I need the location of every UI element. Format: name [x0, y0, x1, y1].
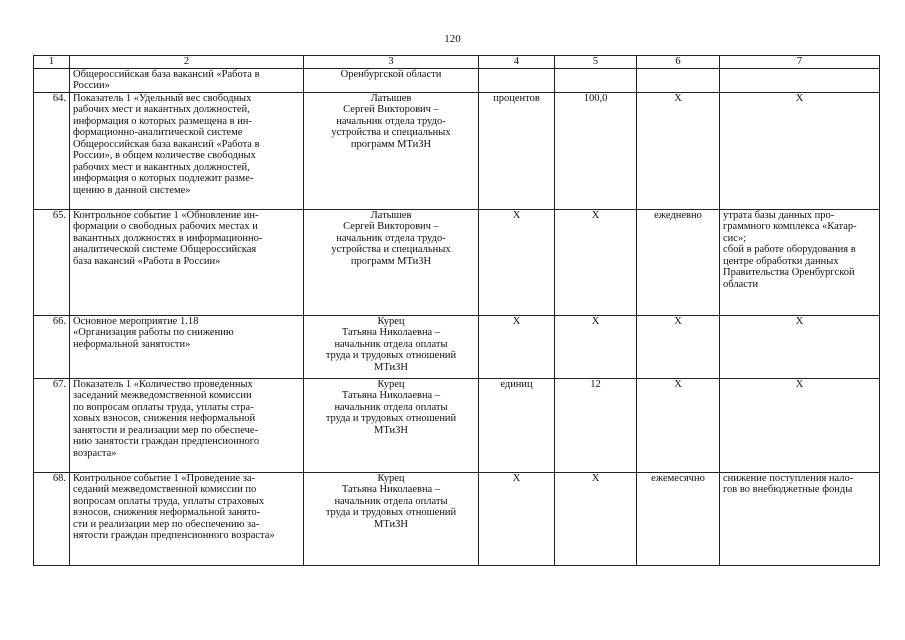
table-row [34, 92, 880, 209]
target-value: Х [555, 315, 637, 378]
event-name: Контрольное событие 1 «Обновление ин- формации о свободных рабочих местах и вакантных должностях в информационно- аналитической системе Общероссийская база вакансий «Работа в России» [70, 209, 304, 315]
period: ежедневно [637, 209, 720, 315]
target-value: Х [555, 209, 637, 315]
event-name: Контрольное событие 1 «Проведение за- седаний межведомственной комиссии по вопросам оплаты труда, уплаты страховых взносов, снижения неформальной занято- сти и реализации мер по обеспечению за- нятости граждан предпенсионного возраста» [70, 472, 304, 565]
period: Х [637, 378, 720, 472]
responsible-person: Курец Татьяна Николаевна – начальник отдела оплаты труда и трудовых отношений МТиЗН [304, 378, 479, 472]
period [637, 68, 720, 92]
risk: Х [720, 378, 880, 472]
responsible-person: Латышев Сергей Викторович – начальник отдела трудо- устройства и специальных программ МТиЗН [304, 92, 479, 209]
table-row [34, 68, 880, 92]
target-value: 12 [555, 378, 637, 472]
risk [720, 68, 880, 92]
unit: Х [479, 315, 555, 378]
event-name: Показатель 1 «Удельный вес свободных рабочих мест и вакантных должностей, информация о которых размещена в ин- формационно-аналитической системе Общероссийская база вакансий «Работа в России», в общем количестве свободных рабочих мест и вакантных должностей, информация о которых подлежит разме- щению в данной системе» [70, 92, 304, 209]
column-number: 6 [637, 56, 720, 69]
event-name: Основное мероприятие 1.18 «Организация работы по снижению неформальной занятости» [70, 315, 304, 378]
row-number: 67. [34, 378, 70, 472]
column-number: 2 [70, 56, 304, 69]
column-number: 5 [555, 56, 637, 69]
risk: снижение поступления нало- гов во внебюджетные фонды [720, 472, 880, 565]
responsible-person: Латышев Сергей Викторович – начальник отдела трудо- устройства и специальных программ МТиЗН [304, 209, 479, 315]
table-row [34, 472, 880, 565]
row-number [34, 68, 70, 92]
column-number-row [34, 56, 880, 69]
period: ежемесячно [637, 472, 720, 565]
plan-table [33, 55, 880, 566]
risk: утрата базы данных про- граммного комплекса «Катар- сис»; сбой в работе оборудования в центре обработки данных Правительства Оренбургской области [720, 209, 880, 315]
target-value [555, 68, 637, 92]
unit: процентов [479, 92, 555, 209]
unit: Х [479, 209, 555, 315]
target-value: Х [555, 472, 637, 565]
risk: Х [720, 315, 880, 378]
event-name: Показатель 1 «Количество проведенных заседаний межведомственной комиссии по вопросам оплаты труда, уплаты стра- ховых взносов, снижения неформальной занятости и реализации мер по обеспече- нию занятости граждан предпенсионного возраста» [70, 378, 304, 472]
column-number: 3 [304, 56, 479, 69]
column-number: 4 [479, 56, 555, 69]
unit [479, 68, 555, 92]
page-number: 120 [444, 33, 461, 45]
responsible-person: Курец Татьяна Николаевна – начальник отдела оплаты труда и трудовых отношений МТиЗН [304, 315, 479, 378]
risk: Х [720, 92, 880, 209]
row-number: 64. [34, 92, 70, 209]
column-number: 7 [720, 56, 880, 69]
row-number: 68. [34, 472, 70, 565]
table-row [34, 209, 880, 315]
period: Х [637, 92, 720, 209]
target-value: 100,0 [555, 92, 637, 209]
column-number: 1 [34, 56, 70, 69]
period: Х [637, 315, 720, 378]
responsible-person: Оренбургской области [304, 68, 479, 92]
unit: единиц [479, 378, 555, 472]
unit: Х [479, 472, 555, 565]
event-name: Общероссийская база вакансий «Работа в России» [70, 68, 304, 92]
responsible-person: Курец Татьяна Николаевна – начальник отдела оплаты труда и трудовых отношений МТиЗН [304, 472, 479, 565]
row-number: 66. [34, 315, 70, 378]
table-row [34, 378, 880, 472]
row-number: 65. [34, 209, 70, 315]
table-row [34, 315, 880, 378]
